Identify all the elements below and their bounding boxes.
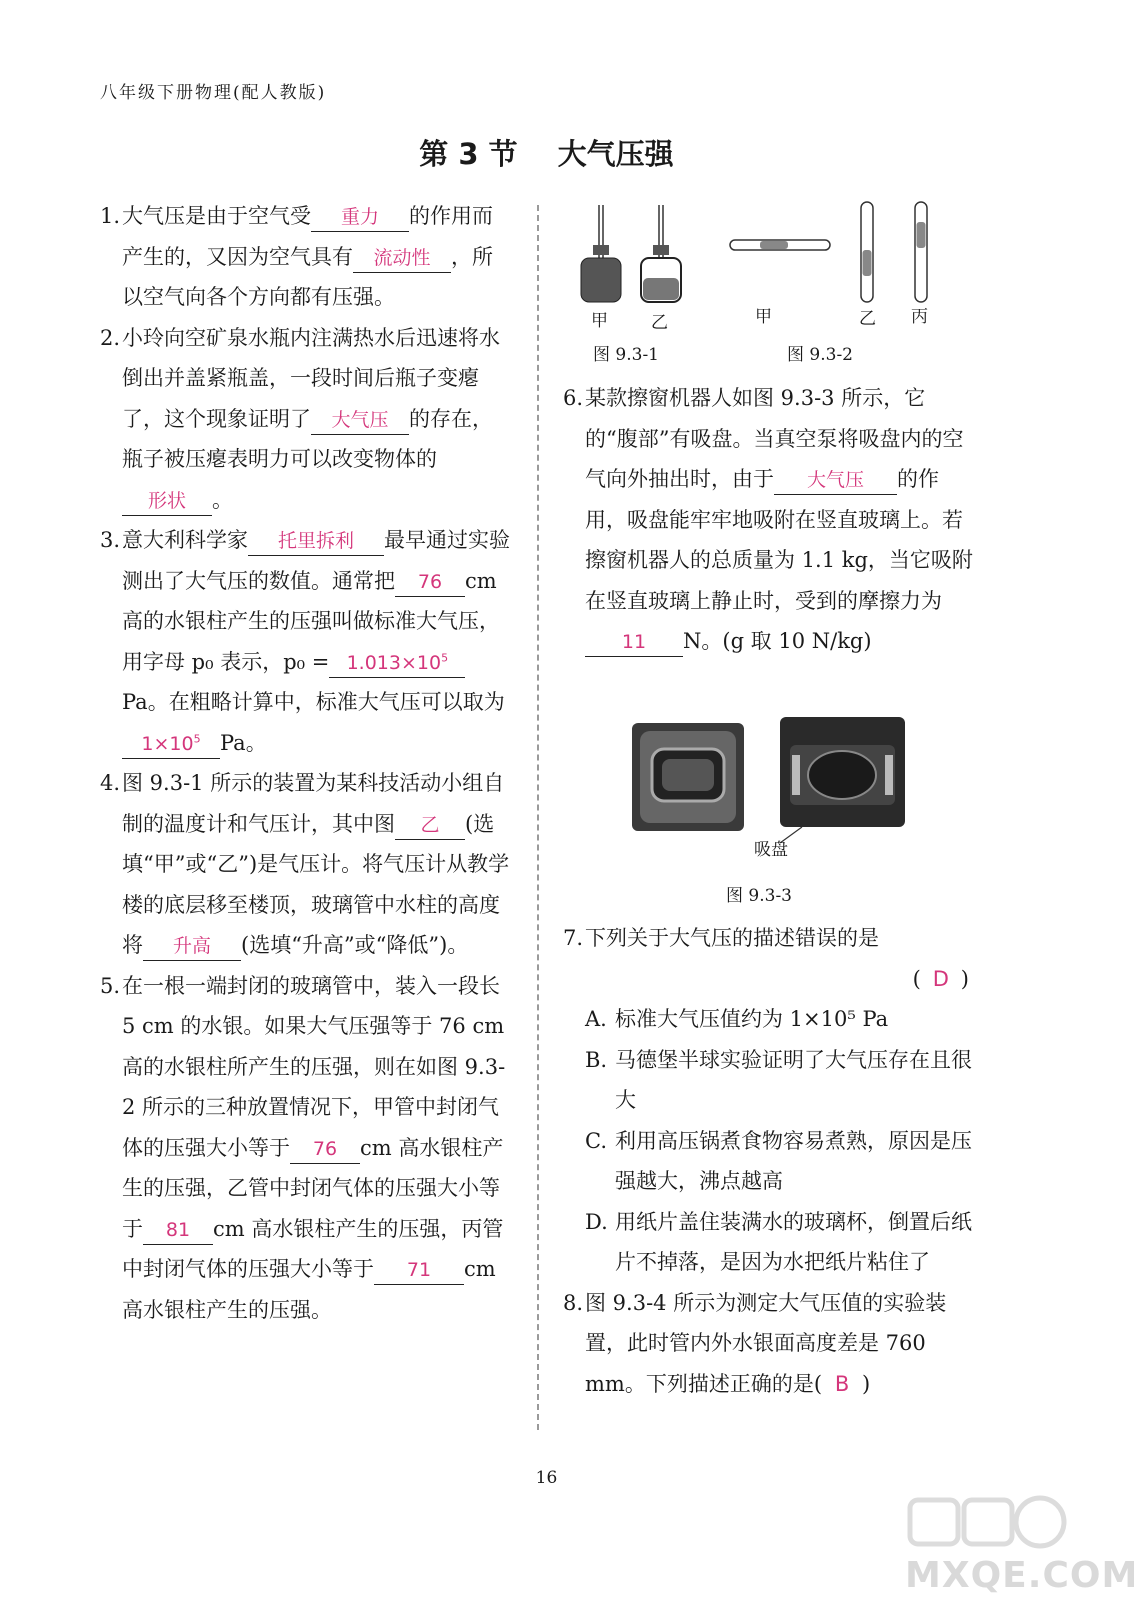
- option-d: D. 用纸片盖住装满水的玻璃杯，倒置后纸片不掉落，是因为水把纸片粘住了: [585, 1209, 972, 1274]
- answer-blank: 形状: [122, 487, 212, 516]
- suction-cup-label: 吸盘: [754, 840, 788, 860]
- option-c: C. 利用高压锅煮食物容易煮熟，原因是压强越大，沸点越高: [585, 1128, 972, 1193]
- right-column-q6: [563, 378, 975, 662]
- section-number: 第 3 节: [419, 137, 518, 171]
- section-title: [0, 132, 1093, 173]
- right-column-q7-q8: [563, 918, 975, 1404]
- question-7: 7. 下列关于大气压的描述错误的是 ( D ): [563, 918, 975, 999]
- option-b: B. 马德堡半球实验证明了大气压存在且很大: [585, 1047, 972, 1112]
- answer-blank: 托里拆利: [248, 527, 384, 556]
- column-divider: [537, 205, 539, 1430]
- answer-bracket: ( D ): [585, 959, 975, 1000]
- answer-blank: $1\times 10^5$: [122, 730, 220, 759]
- fig2-label-a: 甲: [755, 307, 772, 327]
- figure-9-3-3: [630, 715, 910, 905]
- answer-blank: 11: [585, 628, 683, 657]
- option-a: A. 标准大气压值约为 1×10⁵ Pa: [585, 1007, 889, 1031]
- answer-blank: 大气压: [774, 466, 897, 495]
- choice-answer: D: [932, 966, 949, 991]
- figures-9-3-1-and-9-3-2: [565, 200, 985, 370]
- answer-blank: 流动性: [353, 244, 451, 273]
- fig1-label-a: 甲: [591, 311, 608, 331]
- question-1: 1. 大气压是由于空气受 重力 的作用而产生的，又因为空气具有 流动性 ，所以空气向各个方向都有压强。: [100, 204, 493, 309]
- answer-blank: 乙: [395, 811, 465, 840]
- fig2-caption: 图 9.3-2: [787, 345, 853, 365]
- answer-blank: 升高: [143, 932, 241, 961]
- answer-blank: $1.013\times 10^5$: [329, 649, 465, 678]
- answer-blank: 76: [290, 1135, 360, 1164]
- section-name: 大气压强: [557, 137, 674, 171]
- fig3-caption: 图 9.3-3: [726, 886, 792, 906]
- barometer-bottle: [641, 205, 681, 302]
- question-3: 3. 意大利科学家 托里拆利 最早通过实验测出了大气压的数值。通常把 76 cm 高的水银柱产生的压强叫做标准大气压，用字母 p₀ 表示，$p_0 = 1.013\times 10^5Pa$。在粗略计算中，标准大气压可以取为$1\times 10^5$ Pa。: [100, 520, 512, 763]
- choice-answer: B: [834, 1371, 850, 1396]
- answer-blank: 76: [395, 568, 465, 597]
- fig2-label-c: 丙: [911, 307, 928, 327]
- question-2: 2. 小玲向空矿泉水瓶内注满热水后迅速将水倒出并盖紧瓶盖，一段时间后瓶子变瘪了，这个现象证明了 大气压 的存在，瓶子被压瘪表明力可以改变物体的形状 。: [100, 318, 512, 521]
- thermometer-bottle: [581, 205, 621, 302]
- answer-blank: 大气压: [311, 406, 409, 435]
- left-column: [100, 196, 512, 1330]
- upright-tube: [861, 202, 873, 302]
- fig1-caption: 图 9.3-1: [593, 345, 659, 365]
- window-robot-image: [630, 715, 910, 835]
- page-number: 16: [535, 1468, 558, 1488]
- fig1-label-b: 乙: [651, 313, 668, 333]
- answer-blank: 重力: [311, 203, 409, 232]
- horizontal-tube: [730, 240, 830, 250]
- question-4: 4. 图 9.3-1 所示的装置为某科技活动小组自制的温度计和气压计，其中图 乙 (选填“甲”或“乙”)是气压计。将气压计从教学楼的底层移至楼顶，玻璃管中水柱的高度将 升高 (选填“升高”或“降低”)。: [100, 763, 512, 966]
- inverted-tube: [915, 202, 927, 302]
- question-6: 6. 某款擦窗机器人如图 9.3-3 所示，它的“腹部”有吸盘。当真空泵将吸盘内的空气向外抽出时，由于 大气压 的作用，吸盘能牢牢地吸附在竖直玻璃上。若擦窗机器人的总质量为 1.1 kg，当它吸附在竖直玻璃上静止时，受到的摩擦力为11 N。(g 取 10 N/kg): [563, 378, 975, 662]
- book-header: 八年级下册物理(配人教版): [100, 83, 327, 103]
- fig2-label-b: 乙: [859, 309, 876, 329]
- watermark-text: MXQE.COM: [905, 1555, 1138, 1596]
- answer-blank: 71: [374, 1256, 464, 1285]
- question-5: 5. 在一根一端封闭的玻璃管中，装入一段长 5 cm 的水银。如果大气压强等于 76 cm 高的水银柱所产生的压强，则在如图 9.3-2 所示的三种放置情况下，甲管中封闭气体的压强大小等于 76 cm 高水银柱产生的压强，乙管中封闭气体的压强大小等于 81 cm 高水银柱产生的压强，丙管中封闭气体的压强大小等于 71 cm 高水银柱产生的压强。: [100, 973, 506, 1322]
- question-8: 8. 图 9.3-4 所示为测定大气压值的实验装置，此时管内外水银面高度差是 760 mm。下列描述正确的是( B ): [563, 1283, 975, 1405]
- answer-blank: 81: [143, 1216, 213, 1245]
